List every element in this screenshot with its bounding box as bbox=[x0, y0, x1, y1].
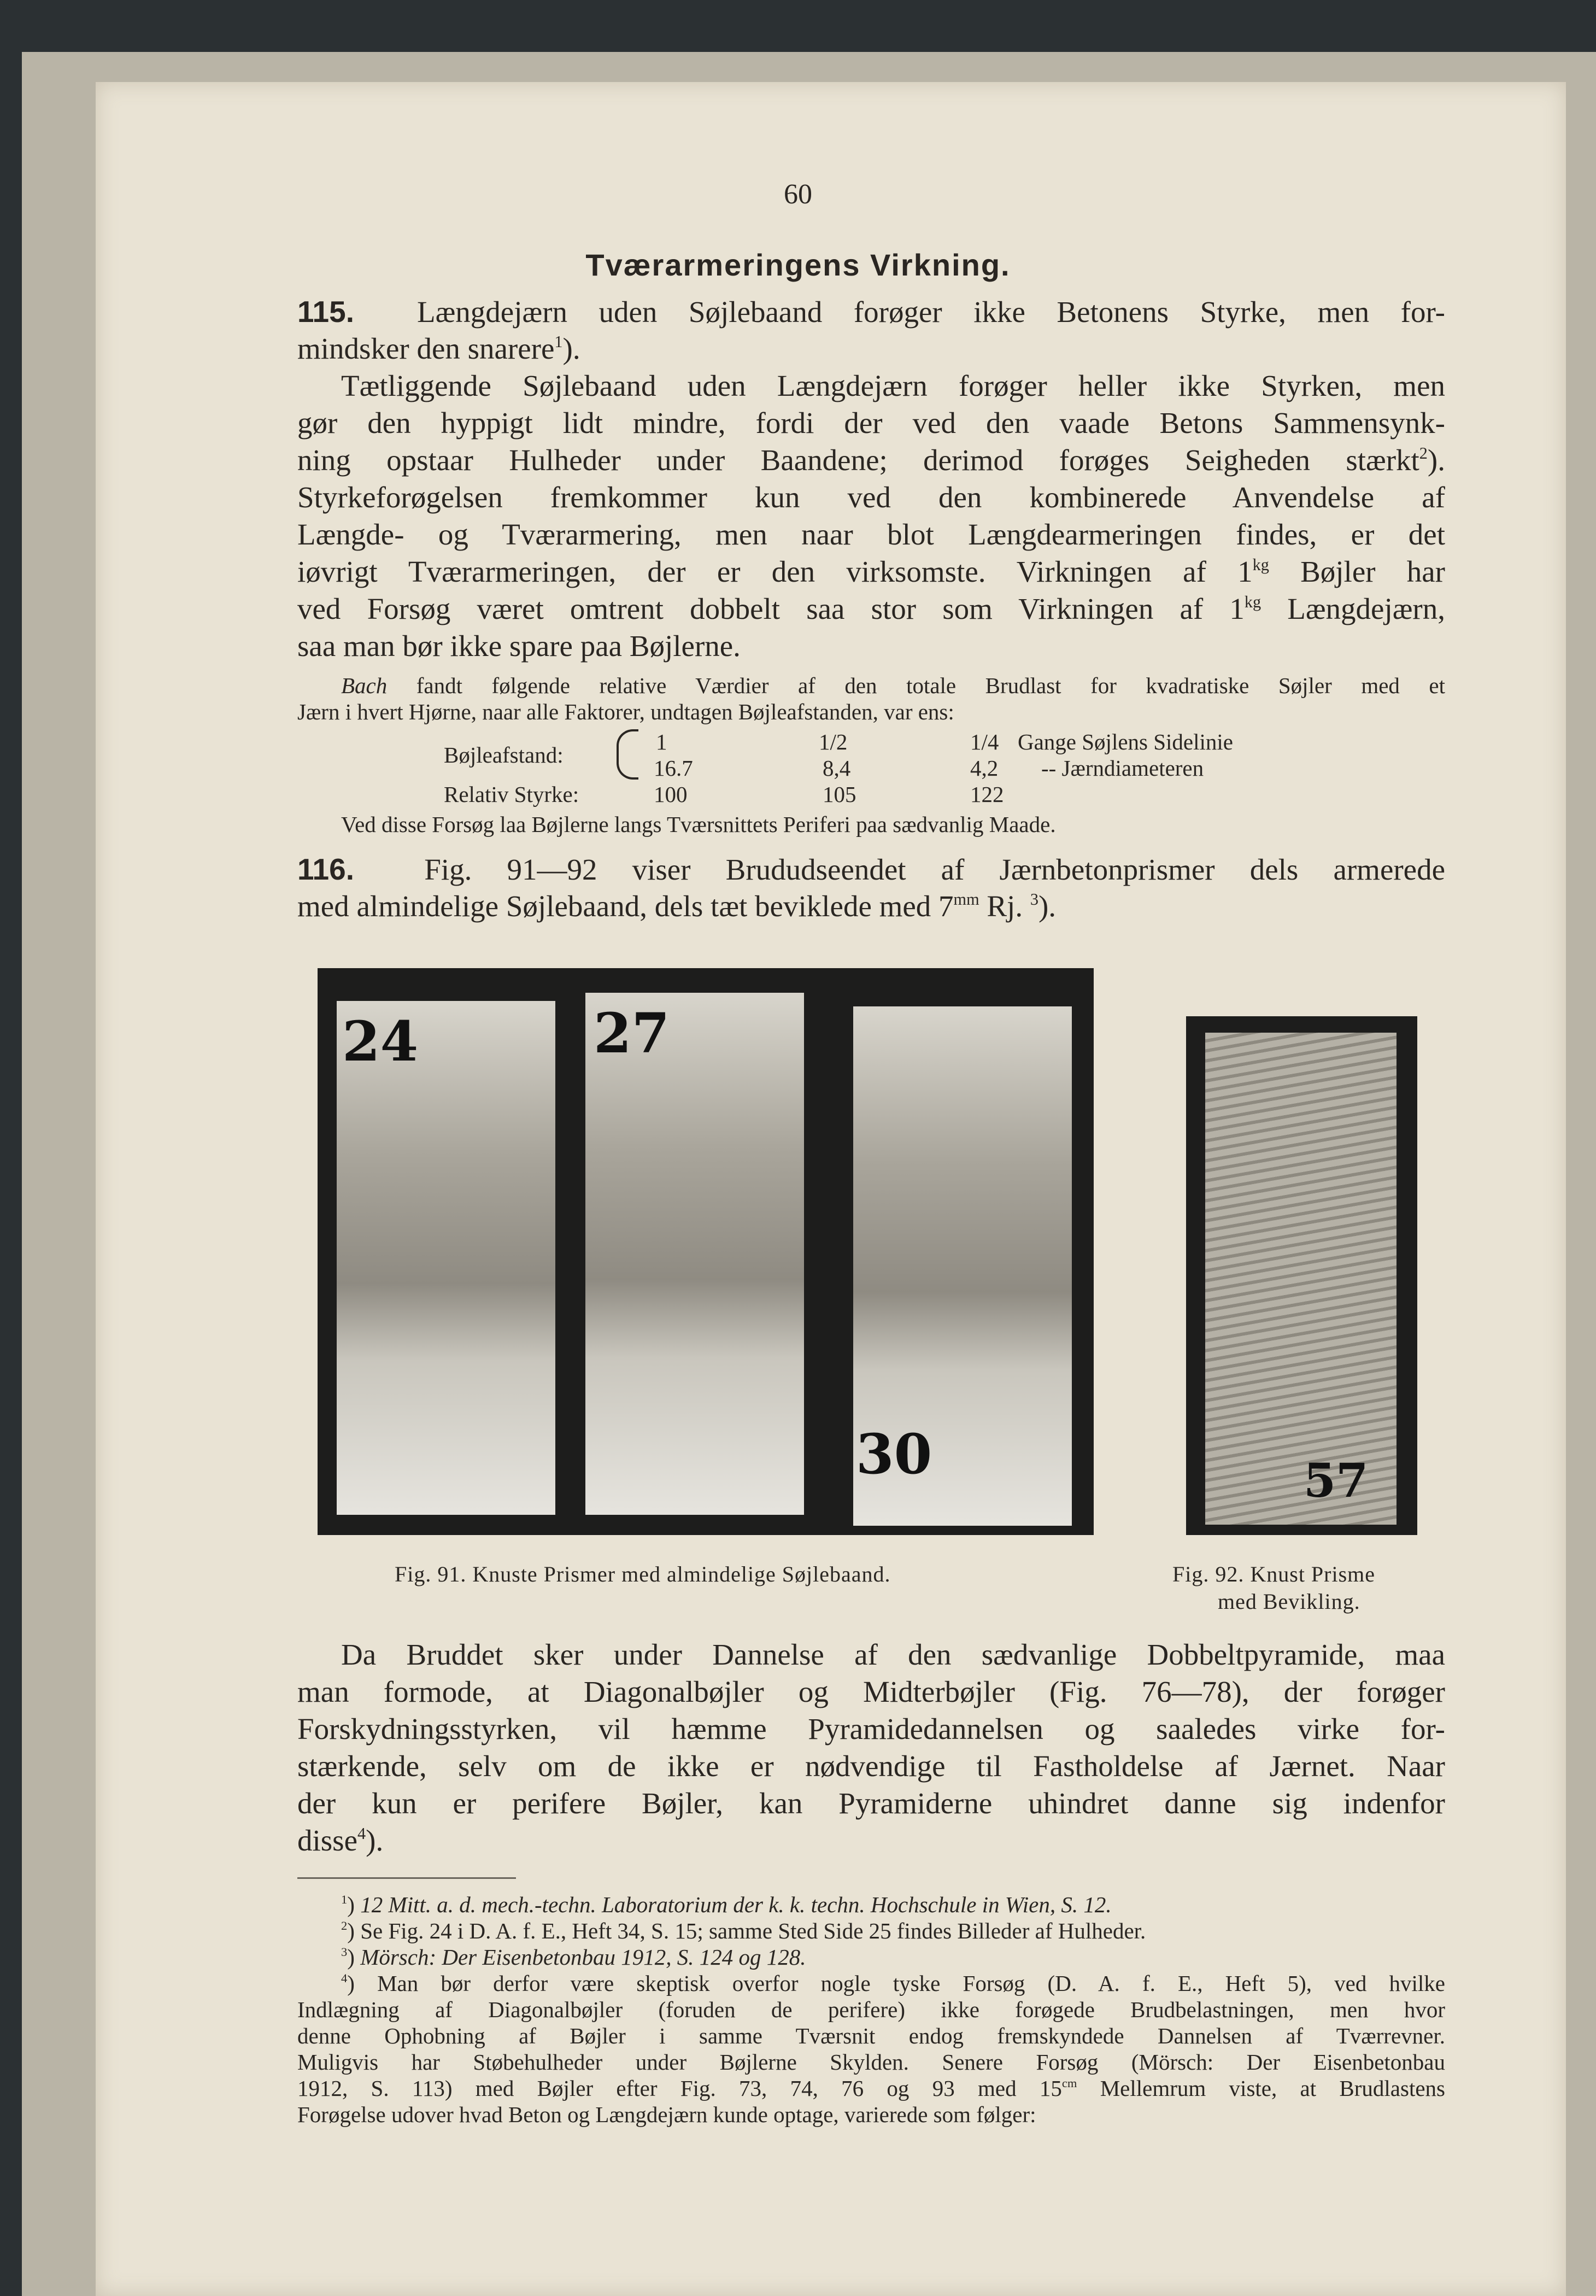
para-116-line bbox=[297, 851, 1445, 888]
footnote-cont: denne Ophobning af Bøjler i samme Tværsnit endog fremskyndede Dannelsen af Tværrevner. bbox=[297, 2023, 1445, 2048]
prism-image bbox=[337, 1001, 555, 1515]
label-bojleafstand: Bøjleafstand: bbox=[444, 742, 564, 768]
footnote-text: 12 Mitt. a. d. mech.-techn. Laboratorium der k. k. techn. Hochschule in Wien, S. 12. bbox=[360, 1892, 1112, 1917]
para-115-line bbox=[297, 590, 1445, 628]
para-da-line: Da Bruddet sker under Dannelse af den sædvanlige Dobbeltpyramide, maa bbox=[341, 1638, 1445, 1671]
para-115-line: mindsker den snarere$^1$). bbox=[297, 332, 580, 365]
prism-label: 24 bbox=[342, 1009, 419, 1074]
figure-91-photo bbox=[318, 968, 1094, 1535]
prism-label: 30 bbox=[856, 1422, 932, 1486]
para-115-line: ning opstaar Hulheder under Baandene; derimod forøges Seigheden stærkt$^2$). bbox=[297, 443, 1445, 477]
para-da-line: der kun er perifere Bøjler, kan Pyramiderne uhindret danne sig indenfor bbox=[297, 1787, 1445, 1820]
section-number: 116. bbox=[297, 852, 355, 886]
line-text: Rj. bbox=[987, 889, 1023, 923]
unit: kg bbox=[1244, 592, 1261, 611]
footnote-text: Man bør derfor være skeptisk overfor nogle tyske Forsøg (D. A. f. E., Heft 5), ved hvilke bbox=[377, 1971, 1445, 1996]
line-text: med almindelige Søjlebaand, dels tæt beviklede med 7 bbox=[297, 889, 954, 923]
figure-92-caption: med Bevikling. bbox=[1218, 1589, 1360, 1614]
fraction-value: 1/4 bbox=[970, 729, 999, 754]
line-text: iøvrigt Tværarmeringen, der er den virksomste. Virkningen af 1 bbox=[297, 555, 1253, 588]
footnote: $^2$) Se Fig. 24 i D. A. f. E., Heft 34, S. 15; samme Sted Side 25 findes Billeder af Hulheder. bbox=[341, 1918, 1146, 1943]
footnote-cont: Forøgelse udover hvad Beton og Længdejærn kunde optage, varierede som følger: bbox=[297, 2102, 1036, 2127]
figure-92-caption: Fig. 92. Knust Prisme bbox=[1172, 1562, 1376, 1586]
unit: cm bbox=[1061, 2076, 1077, 2090]
para-da-line: man formode, at Diagonalbøjler og Midterbøjler (Fig. 76—78), der forøger bbox=[297, 1675, 1445, 1708]
line-text: 1912, S. 113) med Bøjler efter Fig. 73, 74, 76 og 93 med 15 bbox=[297, 2076, 1062, 2101]
prism-image bbox=[585, 993, 804, 1515]
line-text: Længdejærn, bbox=[1287, 592, 1445, 625]
unit: mm bbox=[953, 889, 979, 909]
figure-91-caption: Fig. 91. Knuste Prismer med almindelige Søjlebaand. bbox=[395, 1562, 891, 1586]
footnote: $^3$) Mörsch: Der Eisenbetonbau 1912, S. 124 og 128. bbox=[341, 1944, 806, 1970]
para-115-line: Længde- og Tværarmering, men naar blot Længdearmeringen findes, er det bbox=[297, 518, 1445, 551]
footnote-ref: 3 bbox=[1030, 889, 1038, 909]
para-115-line bbox=[297, 553, 1445, 590]
line-text: Længdejærn uden Søjlebaand forøger ikke Betonens Styrke, men for- bbox=[417, 295, 1445, 329]
line-text: mindsker den snarere bbox=[297, 332, 555, 365]
fraction-value: 1 bbox=[656, 729, 667, 754]
line-text: ved Forsøg været omtrent dobbelt saa stor som Virkningen af 1 bbox=[297, 592, 1245, 625]
author-name: Bach bbox=[341, 673, 388, 698]
diameter-value: 4,2 bbox=[970, 755, 999, 781]
figure-92-photo bbox=[1186, 1016, 1417, 1535]
prism-label: 27 bbox=[594, 1001, 670, 1065]
footnote-mark: 3 bbox=[341, 1945, 348, 1959]
diameter-value: 8,4 bbox=[823, 755, 851, 781]
line-text: fandt følgende relative Værdier af den totale Brudlast for kvadratiske Søjler med et bbox=[416, 673, 1446, 698]
para-da-line: disse$^4$). bbox=[297, 1824, 384, 1857]
footnote-mark: 1 bbox=[341, 1893, 348, 1907]
para-da-line: Forskydningsstyrken, vil hæmme Pyramidedannelsen og saaledes virke for- bbox=[297, 1712, 1445, 1746]
footnote: $^1$) 12 Mitt. a. d. mech.-techn. Laboratorium der k. k. techn. Hochschule in Wien, S. 12. bbox=[341, 1892, 1112, 1917]
fraction-value: 1/2 bbox=[819, 729, 848, 754]
bach-line: Jærn i hvert Hjørne, naar alle Faktorer, undtagen Bøjleafstanden, var ens: bbox=[297, 699, 954, 724]
footnote-ref: 2 bbox=[1419, 443, 1428, 462]
para-115-line: Tætliggende Søjlebaand uden Længdejærn forøger heller ikke Styrken, men bbox=[341, 369, 1445, 402]
footnote: $^4$) Man bør derfor være skeptisk overfor nogle tyske Forsøg (D. A. f. E., Heft 5), ved hvilke bbox=[341, 1971, 1445, 1996]
fraction-unit: Gange Søjlens Sidelinie bbox=[1018, 729, 1234, 754]
footnote-ref: 4 bbox=[357, 1824, 366, 1843]
label-relativ-styrke: Relativ Styrke: bbox=[444, 782, 579, 807]
footnote-cont bbox=[297, 2075, 1445, 2101]
line-text: Mellemrum viste, at Brudlastens bbox=[1100, 2076, 1445, 2101]
strength-value: 105 bbox=[823, 782, 856, 807]
line-text: Fig. 91—92 viser Brududseendet af Jærnbetonprismer dels armerede bbox=[424, 853, 1445, 886]
bach-line bbox=[341, 672, 1445, 699]
footnote-cont: Indlægning af Diagonalbøjler (foruden de perifere) ikke forøgede Brudbelastningen, men hvor bbox=[297, 1997, 1445, 2022]
brace-icon bbox=[617, 729, 638, 780]
footnote-cont: Muligvis har Støbehulheder under Bøjlerne Skylden. Senere Forsøg (Mörsch: Der Eisenbetonbau bbox=[297, 2049, 1445, 2075]
line-text: Bøjler har bbox=[1300, 555, 1445, 588]
para-115-line: Styrkeforøgelsen fremkommer kun ved den kombinerede Anvendelse af bbox=[297, 481, 1445, 514]
para-da-line: stærkende, selv om de ikke er nødvendige til Fastholdelse af Jærnet. Naar bbox=[297, 1749, 1445, 1783]
strength-value: 100 bbox=[654, 782, 688, 807]
para-116-line: med almindelige Søjlebaand, dels tæt beviklede med $7^{mm}$ Rj. $^3$). bbox=[297, 889, 1057, 923]
para-115-line: saa man bør ikke spare paa Bøjlerne. bbox=[297, 629, 741, 663]
line-text: disse bbox=[297, 1824, 357, 1857]
line-text: ning opstaar Hulheder under Baandene; derimod forøges Seigheden stærkt bbox=[297, 443, 1419, 477]
diameter-value: 16.7 bbox=[654, 755, 693, 781]
section-number: 115. bbox=[297, 295, 355, 329]
footnote-ref: 1 bbox=[554, 332, 563, 351]
para-115-line bbox=[297, 293, 1445, 331]
footnote-mark: 2 bbox=[341, 1919, 348, 1933]
prism-label: 57 bbox=[1304, 1454, 1369, 1508]
ved-disse-line: Ved disse Forsøg laa Bøjlerne langs Tværsnittets Periferi paa sædvanlig Maade. bbox=[341, 812, 1056, 837]
section-title: Tværarmeringens Virkning. bbox=[585, 248, 1011, 282]
strength-value: 122 bbox=[970, 782, 1004, 807]
footnote-text: Mörsch: Der Eisenbetonbau 1912, S. 124 og 128. bbox=[360, 1944, 806, 1970]
diameter-unit: -- Jærndiameteren bbox=[1041, 755, 1204, 781]
para-115-line: gør den hyppigt lidt mindre, fordi der ved den vaade Betons Sammensynk- bbox=[297, 406, 1445, 440]
unit: kg bbox=[1252, 555, 1269, 574]
page-number: 60 bbox=[784, 179, 812, 210]
prism-image bbox=[1205, 1033, 1396, 1525]
footnote-rule bbox=[297, 1877, 516, 1879]
footnote-text: Se Fig. 24 i D. A. f. E., Heft 34, S. 15; samme Sted Side 25 findes Billeder af Hulheder. bbox=[360, 1918, 1146, 1943]
footnote-mark: 4 bbox=[341, 1971, 348, 1985]
